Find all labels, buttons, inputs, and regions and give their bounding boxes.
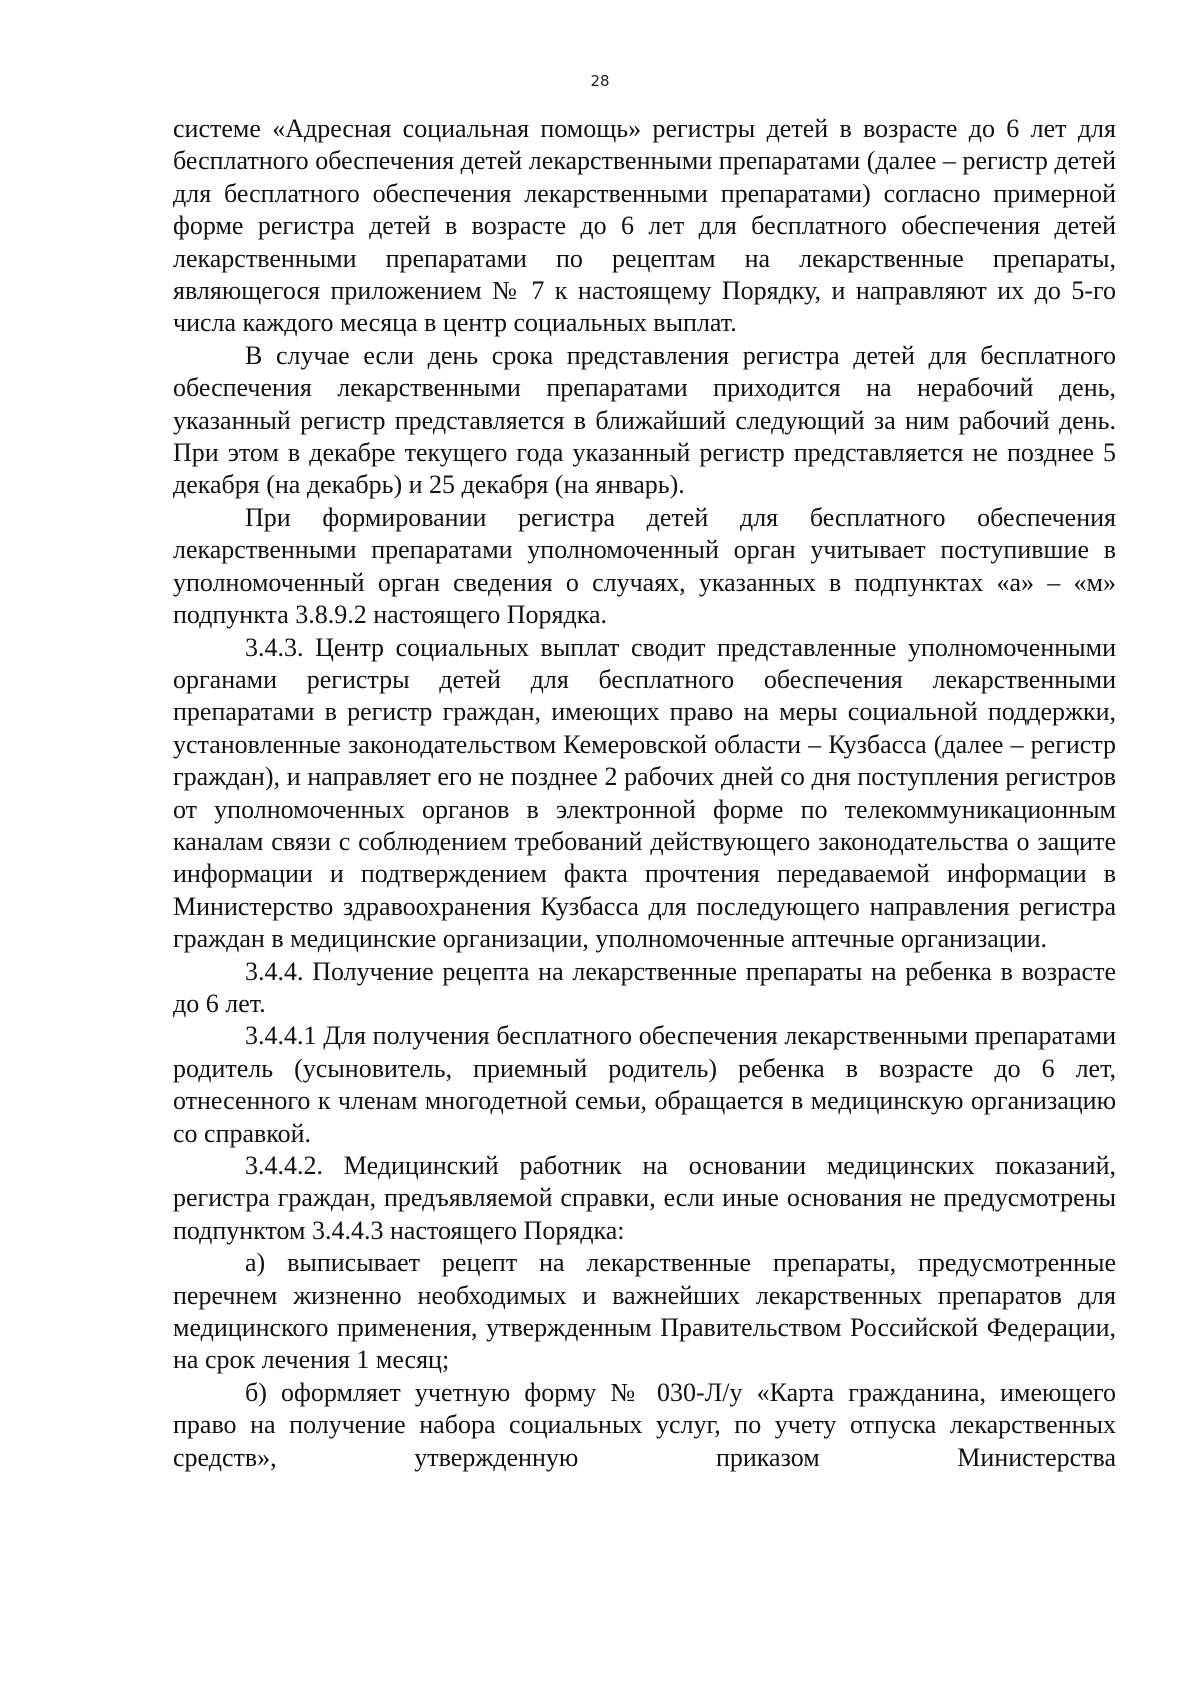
paragraph-item-b: б) оформляет учетную форму № 030-Л/у «Карта гражданина, имеющего право на получение набора социальных услуг, по учету отпуска лекарственных средств», утвержденную приказом Министерства <box>173 1377 1116 1472</box>
paragraph-deadline-nonworking-day: В случае если день срока представления регистра детей для бесплатного обеспечения лекарственными препаратами приходится на нерабочий день, указанный регистр представляется в ближайший следующий за ним рабочий день. При этом в декабре текущего года указанный регистр представляется не позднее 5 декабря (на декабрь) и 25 декабря (на январь). <box>173 340 1116 500</box>
paragraph-3-4-4-2: 3.4.4.2. Медицинский работник на основании медицинских показаний, регистра граждан, предъявляемой справки, если иные основания не предусмотрены подпунктом 3.4.4.3 настоящего Порядка: <box>173 1151 1116 1245</box>
document-body <box>173 113 1116 1474</box>
page-number: 28 <box>590 72 610 90</box>
paragraph-continuation: системе «Адресная социальная помощь» регистры детей в возрасте до 6 лет для бесплатного обеспечения детей лекарственными препаратами (далее – регистр детей для бесплатного обеспечения лекарственными препаратами) согласно примерной форме регистра детей в возрасте до 6 лет для бесплатного обеспечения детей лекарственными препаратами по рецептам на лекарственные препараты, являющегося приложением № 7 к настоящему Порядку, и направляют их до 5-го числа каждого месяца в центр социальных выплат. <box>173 114 1116 338</box>
paragraph-3-4-4: 3.4.4. Получение рецепта на лекарственные препараты на ребенка в возрасте до 6 лет. <box>173 956 1116 1018</box>
paragraph-item-a: а) выписывает рецепт на лекарственные препараты, предусмотренные перечнем жизненно необходимых и важнейших лекарственных препаратов для медицинского применения, утвержденным Правительством Российской Федерации, на срок лечения 1 месяц; <box>173 1248 1116 1375</box>
paragraph-3-4-3: 3.4.3. Центр социальных выплат сводит представленные уполномоченными органами регистры детей для бесплатного обеспечения лекарственными препаратами в регистр граждан, имеющих право на меры социальной поддержки, установленные законодательством Кемеровской области – Кузбасса (далее – регистр граждан), и направляет его не позднее 2 рабочих дней со дня поступления регистров от уполномоченных органов в электронной форме по телекоммуникационным каналам связи с соблюдением требований действующего законодательства о защите информации и подтверждением факта прочтения передаваемой информации в Министерство здравоохранения Кузбасса для последующего направления регистра граждан в медицинские организации, уполномоченные аптечные организации. <box>173 632 1116 954</box>
paragraph-register-formation: При формировании регистра детей для бесплатного обеспечения лекарственными препаратами уполномоченный орган учитывает поступившие в уполномоченный орган сведения о случаях, указанных в подпунктах «а» – «м» подпункта 3.8.9.2 настоящего Порядка. <box>173 502 1116 630</box>
paragraph-3-4-4-1: 3.4.4.1 Для получения бесплатного обеспечения лекарственными препаратами родитель (усыновитель, приемный родитель) ребенка в возрасте до 6 лет, отнесенного к членам многодетной семьи, обращается в медицинскую организацию со справкой. <box>173 1021 1116 1148</box>
